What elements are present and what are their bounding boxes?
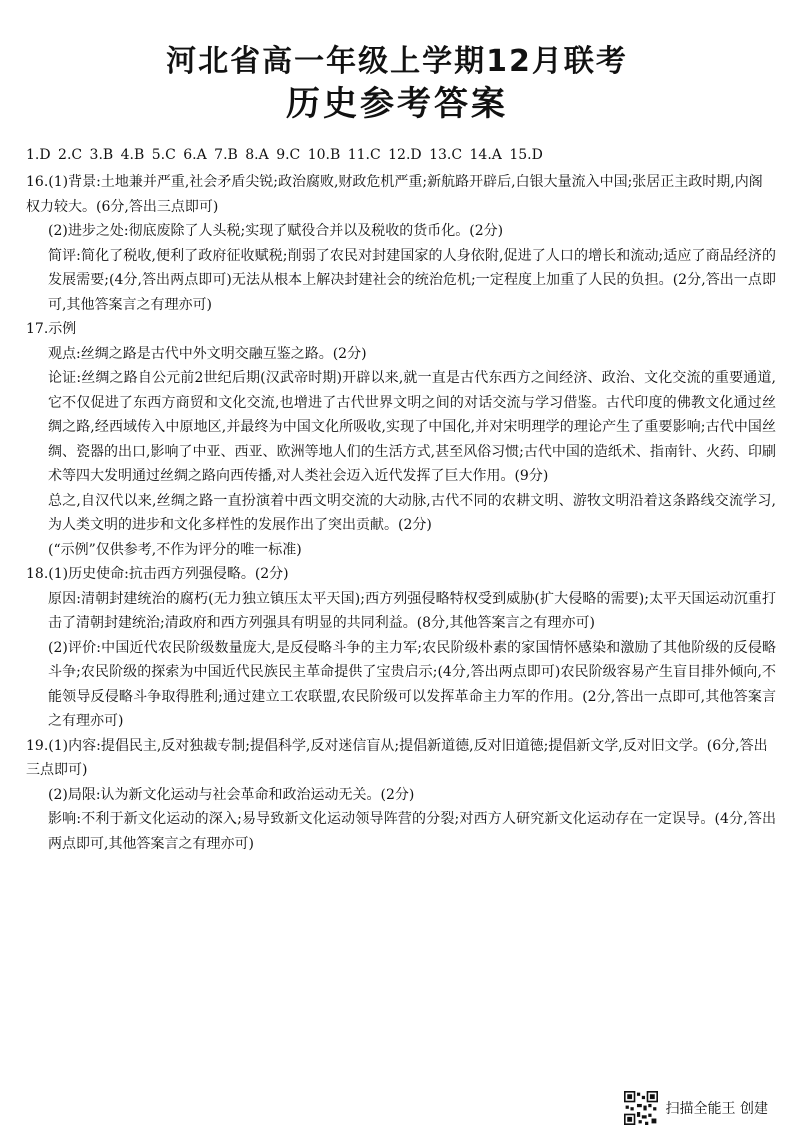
question-number: 18.	[26, 566, 49, 582]
answer-paragraph: 简评:简化了税收,便利了政府征收赋税;削弱了农民对封建国家的人身依附,促进了人口的增长和流动;适应了商品经济的发展需要;(4分,答出两点即可)无法从根本上解决封建社会的统治危机;一定程度上加重了人民的负担。(2分,答出一点即可,其他答案言之有理亦可)	[48, 247, 777, 313]
question-17	[26, 317, 776, 562]
question-18	[26, 562, 776, 734]
question-number: 17.	[26, 321, 49, 337]
grading-note: (“示例”仅供参考,不作为评分的唯一标准)	[48, 541, 302, 558]
answer-paragraph: (2)评价:中国近代农民阶级数量庞大,是反侵略斗争的主力军;农民阶级朴素的家国情怀感染和激励了其他阶级的反侵略斗争;农民阶级的探索为中国近代民族民主革命提供了宝贵启示;(4分,答出两点即可)农民阶级容易产生盲目排外倾向,不能领导反侵略斗争取得胜利;通过建立工农联盟,农民阶级可以发挥革命主力军的作用。(2分,答出一点即可,其他答案言之有理亦可)	[48, 639, 776, 729]
answer-paragraph: 总之,自汉代以来,丝绸之路一直扮演着中西文明交流的大动脉,古代不同的农耕文明、游牧文明沿着这条路线交流学习,为人类文明的进步和文化多样性的发展作出了突出贡献。(2分)	[48, 492, 776, 533]
answer-paragraph: 原因:清朝封建统治的腐朽(无力独立镇压太平天国);西方列强侵略特权受到威胁(扩大侵略的需要);太平天国运动沉重打击了清朝封建统治;清政府和西方列强具有明显的共同利益。(8分,其他答案言之有理亦可)	[48, 590, 776, 631]
answer-paragraph: (1)历史使命:抗击西方列强侵略。(2分)	[48, 566, 289, 582]
question-16	[26, 170, 776, 317]
scanner-watermark	[624, 1090, 768, 1126]
qr-code-icon	[624, 1091, 658, 1125]
question-19	[26, 734, 776, 857]
answer-paragraph: (2)进步之处:彻底废除了人头税;实现了赋役合并以及税收的货币化。(2分)	[48, 223, 504, 239]
question-number: 16.	[26, 174, 49, 190]
question-number: 19.	[26, 737, 49, 754]
answer-paragraph: (1)背景:土地兼并严重,社会矛盾尖锐;政治腐败,财政危机严重;新航路开辟后,白银大量流入中国;张居正主政时期,内阁权力较大。(6分,答出三点即可)	[26, 174, 763, 215]
scanner-app-label: 扫描全能王 创建	[665, 1101, 768, 1117]
answer-paragraph: 论证:丝绸之路自公元前2世纪后期(汉武帝时期)开辟以来,就一直是古代东西方之间经济、政治、文化交流的重要通道,它不仅促进了东西方商贸和文化交流,也增进了古代世界文明之间的对话交流与学习借鉴。古代印度的佛教文化通过丝绸之路,经西域传入中原地区,并最终为中国文化所吸收,实现了中国化,并对宋明理学的理论产生了重要影响;古代中国丝绸、瓷器的出口,影响了中亚、西亚、欧洲等地人们的生活方式,甚至风俗习惯;古代中国的造纸术、指南针、火药、印刷术等四大发明通过丝绸之路向西传播,对人类社会迈入近代发挥了巨大作用。(9分)	[48, 370, 776, 484]
multiple-choice-answers: 1.D 2.C 3.B 4.B 5.C 6.A 7.B 8.A 9.C 10.B 11.C 12.D 13.C 14.A 15.D	[26, 147, 543, 163]
answer-key-title: 历史参考答案	[286, 84, 508, 124]
answer-paragraph: 影响:不利于新文化运动的深入;易导致新文化运动领导阵营的分裂;对西方人研究新文化运动存在一定误导。(4分,答出两点即可,其他答案言之有理亦可)	[48, 811, 776, 852]
example-heading: 示例	[48, 321, 77, 337]
answer-paragraph: (1)内容:提倡民主,反对独裁专制;提倡科学,反对迷信盲从;提倡新道德,反对旧道德;提倡新文学,反对旧文学。(6分,答出三点即可)	[26, 737, 768, 778]
exam-title: 河北省高一年级上学期12月联考	[166, 44, 628, 79]
answers-body	[26, 170, 776, 856]
answer-paragraph: (2)局限:认为新文化运动与社会革命和政治运动无关。(2分)	[48, 786, 415, 803]
answer-paragraph: 观点:丝绸之路是古代中外文明交融互鉴之路。(2分)	[48, 345, 367, 362]
